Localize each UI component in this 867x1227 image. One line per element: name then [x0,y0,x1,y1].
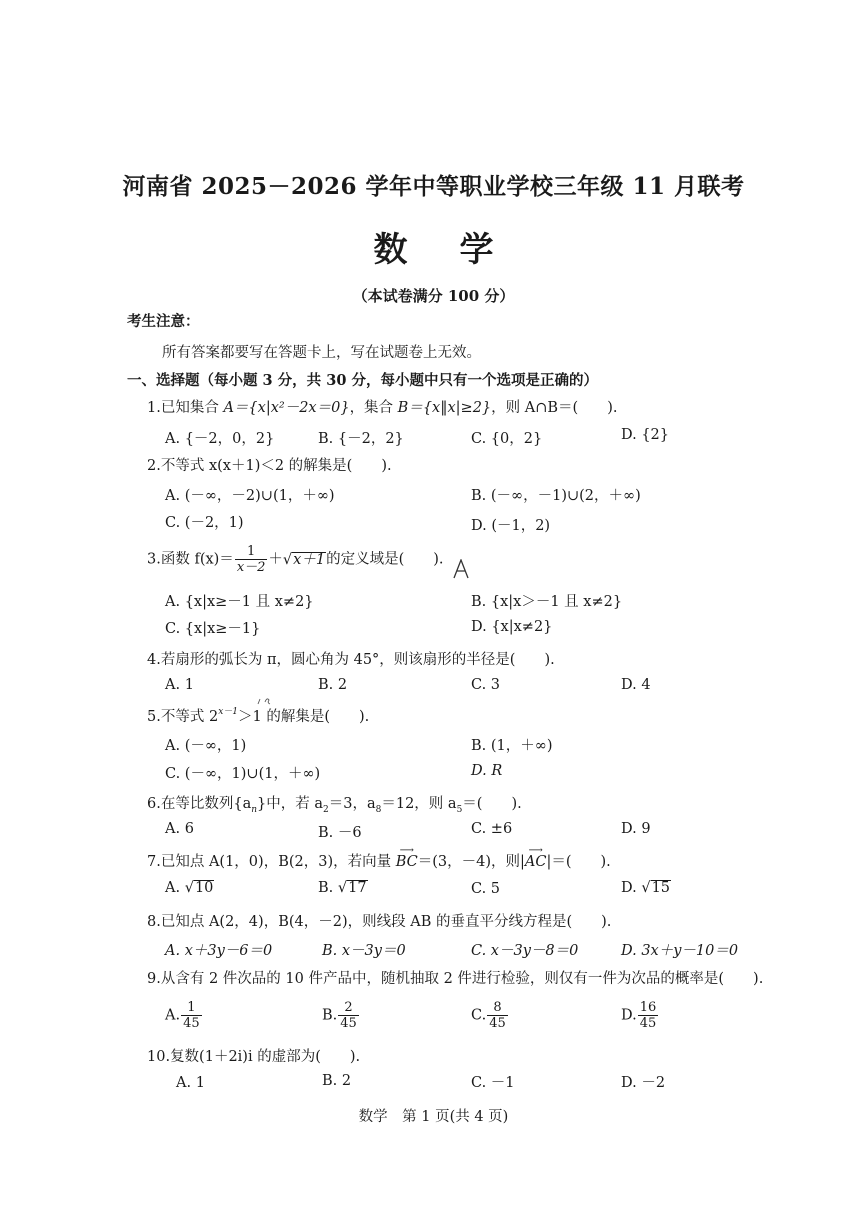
question-3 [147,544,444,575]
option-d: D. 9 [621,821,651,837]
option-d: D. $\frac{16}{45}$ [621,1000,657,1031]
page-footer: 数学 第 1 页(共 4 页) [358,1109,509,1125]
score-note: （本试卷满分 100 分） [352,287,515,305]
option-d: D. {2} [621,427,670,443]
question-1 [147,396,617,417]
question-number: 1. [147,400,161,416]
question-text: 复数(1＋2i)i 的虚部为( ). [170,1049,361,1065]
question-text: ，集合 [349,400,398,416]
option-a: A. (－∞，－2)∪(1，＋∞) [165,488,335,504]
notice-heading: 考生注意： [127,313,200,330]
option-d: D. √15 [621,880,671,896]
vector-bc: ⟶ BC [395,845,418,870]
option-b: B. {x|x＞－1 且 x≠2} [471,594,623,610]
option-c: C. (－2，1) [165,515,244,531]
square-root: √x＋1 [282,551,326,568]
option-d: D. 3x＋y－10＝0 [621,943,739,959]
option-b: B. {－2，2} [318,431,404,447]
section-heading: 一、选择题（每小题 3 分，共 30 分，每小题中只有一个选项是正确的） [127,372,598,389]
question-8 [147,910,611,931]
option-b: B. 2 [322,1073,352,1089]
fraction: $\frac{2}{45}$ [340,1000,357,1031]
exponent: x－1 [218,707,238,717]
subject-title: 数学 [373,230,546,270]
vector-ac: ⟶ AC [524,845,547,870]
vector-arrow-icon: ⟶ [399,845,414,856]
set-a: A＝{x|x²－2x＝0} [223,400,350,416]
question-text: 若扇形的弧长为 π，圆心角为 45°，则该扇形的半径是( ). [160,652,555,668]
question-4 [147,648,555,669]
option-c: C. ±6 [471,821,513,837]
option-c: C. $\frac{8}{45}$ [471,1000,506,1031]
question-text: 不等式 x(x＋1)＜2 的解集是( ). [160,458,392,474]
question-6 [147,792,522,813]
question-text: ＝3，a [328,796,376,812]
question-text: 已知点 A(1，0)，B(2，3)，若向量 [160,854,396,870]
option-a: A. x＋3y－6＝0 [165,943,273,959]
option-b: B. x－3y＝0 [322,943,406,959]
subscript: 2 [323,805,329,815]
option-a: A. √10 [165,880,214,896]
question-text: 在等比数列{a [160,796,252,812]
question-text: 从含有 2 件次品的 10 件产品中，随机抽取 2 件进行检验，则仅有一件为次品的概率是( ). [160,971,764,987]
fraction: $\frac{1}{45}$ [183,1000,200,1031]
question-text: 已知点 A(2，4)，B(4，－2)，则线段 AB 的垂直平分线方程是( ). [160,914,612,930]
question-text: }中，若 a [257,796,323,812]
question-text: ＞1 的解集是( ). [238,709,370,725]
option-d: D. (－1，2) [471,518,551,534]
option-c: C. {0，2} [471,431,543,447]
handwritten-answer-mark [452,559,470,579]
question-text: 函数 f(x)＝ [160,551,234,568]
square-root: √17 [337,880,367,896]
question-text: 的定义域是( ). [326,551,444,568]
question-number: 9. [147,971,161,987]
fraction: $\frac{16}{45}$ [639,1000,657,1031]
fraction [235,544,268,575]
question-number: 7. [147,854,161,870]
option-b: B. √17 [318,880,367,896]
option-a: A. 6 [165,821,194,837]
option-b: B. $\frac{2}{45}$ [322,1000,357,1031]
option-d: D. －2 [621,1075,666,1091]
subscript: 5 [456,805,463,815]
question-number: 2. [147,458,161,474]
question-text: ＝(3，－4)，则| [417,854,525,870]
question-text: 不等式 2 [160,709,219,725]
option-c: C. (－∞，1)∪(1，＋∞) [165,766,321,782]
question-7 [147,845,611,871]
fraction-numerator: 1 [246,544,256,559]
question-number: 4. [147,652,161,668]
option-a: A. $\frac{1}{45}$ [165,1000,200,1031]
option-d: D. R [471,763,503,779]
question-text: ，则 A∩B＝( ). [491,400,618,416]
subscript: 8 [375,805,382,815]
option-b: B. －6 [318,825,362,841]
question-text: 已知集合 [160,400,224,416]
option-a: A. {x|x≥－1 且 x≠2} [165,594,314,610]
option-c: C. {x|x≥－1} [165,621,261,637]
option-a: A. (－∞，1) [165,738,247,754]
square-root: √10 [184,880,214,896]
question-number: 6. [147,796,161,812]
option-d: D. {x|x≠2} [471,619,553,635]
option-a: A. 1 [165,677,194,693]
question-number: 3. [147,551,161,568]
question-text: |＝( ). [546,854,611,870]
plus-sign: ＋ [268,551,283,568]
question-9 [147,967,763,988]
question-text: ＝( ). [462,796,522,812]
square-root: √15 [641,880,671,896]
exam-title: 河南省 2025－2026 学年中等职业学校三年级 11 月联考 [122,173,745,200]
fraction-denominator: x－2 [236,560,266,575]
question-number: 10. [147,1049,171,1065]
question-number: 5. [147,709,161,725]
fraction: $\frac{8}{45}$ [489,1000,506,1031]
option-b: B. (1，＋∞) [471,738,553,754]
radicand: x＋1 [293,551,326,568]
set-b: B＝{x‖x|≥2} [397,400,492,416]
notice-body: 所有答案都要写在答题卡上，写在试题卷上无效。 [162,345,481,361]
option-a: A. {－2，0，2} [165,431,275,447]
option-c: C. 3 [471,677,501,693]
question-text: ＝12，则 a [381,796,457,812]
question-5 [147,705,369,726]
option-c: C. －1 [471,1075,515,1091]
option-c: C. 5 [471,881,501,897]
option-b: B. 2 [318,677,348,693]
question-10 [147,1045,360,1066]
question-2 [147,454,392,475]
option-a: A. 1 [176,1075,205,1091]
option-c: C. x－3y－8＝0 [471,943,579,959]
option-b: B. (－∞，－1)∪(2，＋∞) [471,488,641,504]
vector-arrow-icon: ⟶ [528,845,543,856]
option-d: D. 4 [621,677,651,693]
question-number: 8. [147,914,161,930]
subscript: n [251,805,258,815]
